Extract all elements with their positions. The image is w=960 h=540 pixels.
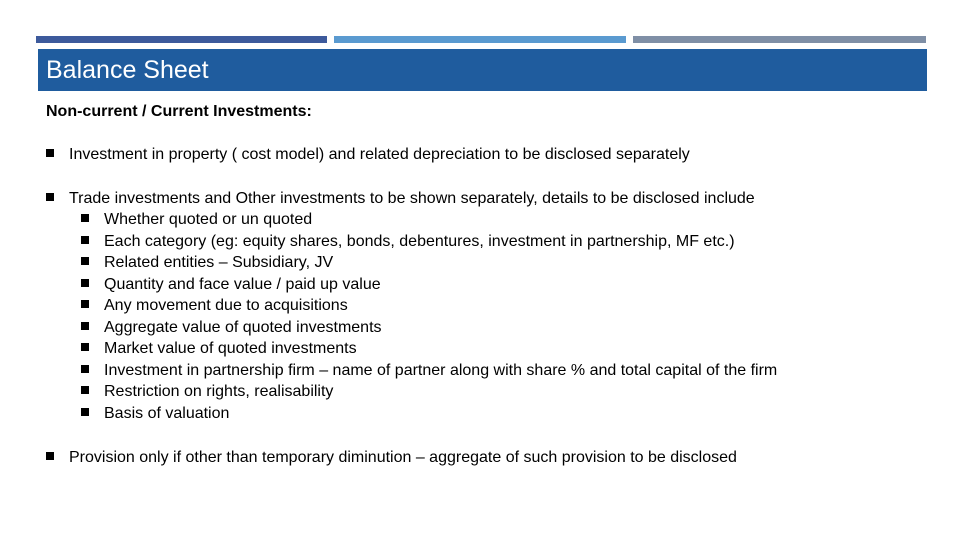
bullet-text: Trade investments and Other investments to be shown separately, details to be disclosed include bbox=[69, 190, 755, 207]
sub-bullet-item bbox=[81, 210, 312, 230]
sub-bullet-text: Investment in partnership firm – name of partner along with share % and total capital of the firm bbox=[104, 362, 778, 379]
section-heading: Non-current / Current Investments: bbox=[46, 103, 312, 120]
sub-bullet-text: Aggregate value of quoted investments bbox=[104, 319, 382, 336]
square-bullet-icon bbox=[81, 408, 89, 416]
sub-bullet-item bbox=[81, 339, 357, 359]
square-bullet-icon bbox=[46, 193, 54, 201]
sub-bullet-item bbox=[81, 296, 348, 316]
sub-bullet-item bbox=[81, 275, 381, 295]
sub-bullet-text: Basis of valuation bbox=[104, 405, 230, 422]
sub-bullet-text: Quantity and face value / paid up value bbox=[104, 276, 381, 293]
sub-bullet-item bbox=[81, 253, 333, 273]
bullet-text: Provision only if other than temporary diminution – aggregate of such provision to be disclosed bbox=[69, 449, 737, 466]
square-bullet-icon bbox=[81, 257, 89, 265]
square-bullet-icon bbox=[81, 300, 89, 308]
sub-bullet-text: Whether quoted or un quoted bbox=[104, 211, 313, 228]
title-band bbox=[38, 49, 927, 91]
sub-bullet-item bbox=[81, 382, 333, 402]
sub-bullet-item bbox=[81, 232, 735, 252]
square-bullet-icon bbox=[46, 452, 54, 460]
sub-bullet-text: Restriction on rights, realisability bbox=[104, 383, 334, 400]
square-bullet-icon bbox=[81, 279, 89, 287]
square-bullet-icon bbox=[81, 236, 89, 244]
sub-bullet-item bbox=[81, 361, 777, 381]
bullet-text: Investment in property ( cost model) and related depreciation to be disclosed separately bbox=[69, 146, 690, 163]
sub-bullet-text: Related entities – Subsidiary, JV bbox=[104, 254, 334, 271]
slide-title: Balance Sheet bbox=[46, 56, 209, 84]
bullet-item bbox=[46, 448, 737, 468]
bullet-item bbox=[46, 145, 690, 165]
square-bullet-icon bbox=[81, 365, 89, 373]
square-bullet-icon bbox=[81, 343, 89, 351]
sub-bullet-text: Market value of quoted investments bbox=[104, 340, 357, 357]
square-bullet-icon bbox=[81, 322, 89, 330]
accent-bar-1 bbox=[36, 36, 327, 43]
accent-bar-2 bbox=[334, 36, 626, 43]
sub-bullet-text: Any movement due to acquisitions bbox=[104, 297, 348, 314]
sub-bullet-item bbox=[81, 404, 229, 424]
sub-bullet-text: Each category (eg: equity shares, bonds, debentures, investment in partnership, MF etc.) bbox=[104, 233, 735, 250]
square-bullet-icon bbox=[46, 149, 54, 157]
sub-bullet-item bbox=[81, 318, 382, 338]
square-bullet-icon bbox=[81, 214, 89, 222]
square-bullet-icon bbox=[81, 386, 89, 394]
bullet-item bbox=[46, 189, 755, 209]
accent-bar-3 bbox=[633, 36, 926, 43]
